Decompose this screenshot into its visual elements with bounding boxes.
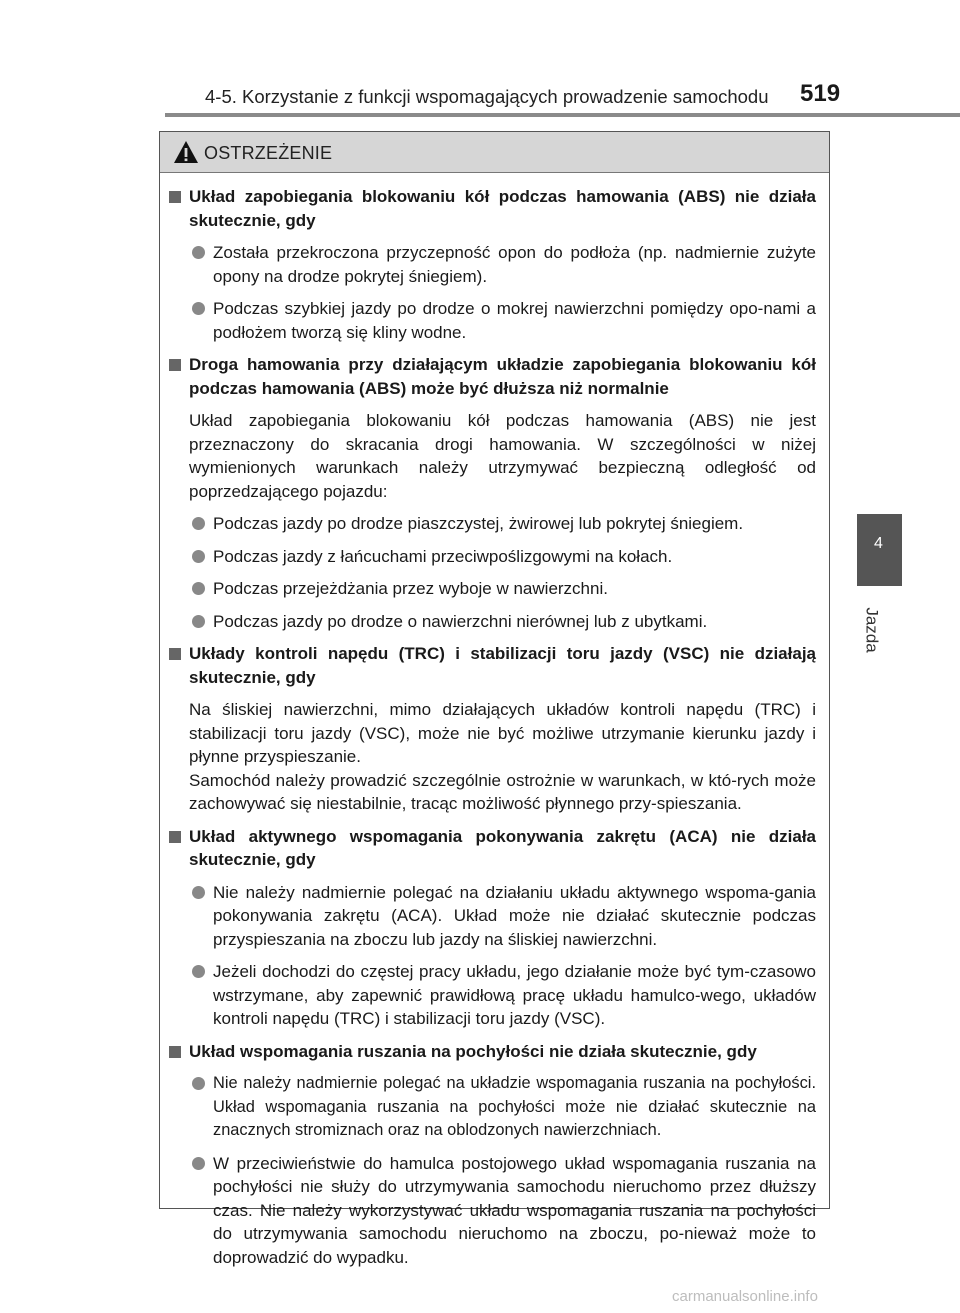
- bullet-item: [168, 610, 816, 634]
- section-paragraph: Na śliskiej nawierzchni, mimo działających układów kontroli napędu (TRC) i stabilizacji toru jazdy (VSC), może nie być możliwe utrzymanie kierunku jazdy i płynne przyspieszanie.: [189, 700, 816, 766]
- section-heading: [168, 353, 816, 400]
- section-paragraph: Samochód należy prowadzić szczególnie ostrożnie w warunkach, w któ-rych może zachowywać się niestabilnie, tracąc możliwość płynnego przy-spieszania.: [189, 770, 816, 813]
- warning-body: [160, 173, 829, 1269]
- bullet-text: Jeżeli dochodzi do częstej pracy układu, jego działanie może być tym-czasowo wstrzymane, aby zapewnić prawidłową pracę układu hamulco-wego, układów kontroli napędu (TRC) i stabilizacji toru jazdy (VSC).: [213, 962, 816, 1028]
- circle-bullet-icon: [192, 582, 205, 595]
- section-heading-text: Droga hamowania przy działającym układzie zapobiegania blokowaniu kół podczas hamowania (ABS) może być dłuższa niż normalnie: [189, 355, 816, 398]
- bullet-text: Podczas szybkiej jazdy po drodze o mokrej nawierzchni pomiędzy opo-nami a podłożem tworzą się kliny wodne.: [213, 299, 816, 342]
- circle-bullet-icon: [192, 1077, 205, 1090]
- circle-bullet-icon: [192, 886, 205, 899]
- warning-box: [159, 131, 830, 1267]
- square-bullet-icon: [169, 648, 181, 660]
- chapter-label-container: [862, 596, 886, 656]
- section-heading: [168, 825, 816, 872]
- circle-bullet-icon: [192, 550, 205, 563]
- watermark: carmanualsonline.info: [672, 1288, 818, 1305]
- section-heading-text: Układ zapobiegania blokowaniu kół podczas hamowania (ABS) nie działa skutecznie, gdy: [189, 187, 816, 230]
- bullet-text: W przeciwieństwie do hamulca postojowego układ wspomagania ruszania na pochyłości nie służy do utrzymywania samochodu nieruchomo przez dłuższy czas. Nie należy wykorzystywać układu wspomagania ruszania na pochyłości do utrzymywania samochodu nieruchomo na zboczu, po-nieważ może to doprowadzić do wypadku.: [213, 1153, 816, 1267]
- circle-bullet-icon: [192, 965, 205, 978]
- warning-title: OSTRZEŻENIE: [204, 143, 333, 163]
- bullet-text: Nie należy nadmiernie polegać na układzie wspomagania ruszania na pochyłości. Układ wspomagania ruszania na pochyłości może nie działać skutecznie na znacznych stromiznach oraz na oblodzonych nawierzchniach.: [213, 1074, 816, 1139]
- bullet-item: [168, 881, 816, 952]
- bullet-item: [168, 960, 816, 1031]
- header-rule: [165, 113, 960, 117]
- bullet-item: [168, 512, 816, 536]
- section-heading-text: Układ aktywnego wspomagania pokonywania zakrętu (ACA) nie działa skutecznie, gdy: [189, 826, 816, 869]
- bullet-text: Podczas jazdy z łańcuchami przeciwpoślizgowymi na kołach.: [213, 546, 673, 566]
- section-heading: [168, 185, 816, 232]
- header-title: 4-5. Korzystanie z funkcji wspomagających prowadzenie samochodu: [205, 86, 769, 107]
- bullet-item: [168, 577, 816, 601]
- section-heading-text: Układ wspomagania ruszania na pochyłości nie działa skutecznie, gdy: [189, 1041, 757, 1061]
- section-paragraph: Układ zapobiegania blokowaniu kół podczas hamowania (ABS) nie jest przeznaczony do skracania drogi hamowania. W szczególności w niżej wymienionych warunkach należy utrzymywać bezpieczną odległość od poprzedzającego pojazdu:: [189, 411, 816, 501]
- bullet-text: Nie należy nadmiernie polegać na działaniu układu aktywnego wspoma-gania pokonywania zakrętu (ACA). Układ może nie działać skutecznie podczas przyspieszania na zboczu lub jazdy na śliskiej nawierzchni.: [213, 882, 816, 949]
- bullet-text: Podczas jazdy po drodze piaszczystej, żwirowej lub pokrytej śniegiem.: [213, 514, 744, 533]
- bullet-item: [168, 1072, 816, 1143]
- chapter-number: 4: [874, 535, 883, 552]
- bullet-item: [168, 297, 816, 344]
- section-heading: [168, 642, 816, 689]
- bullet-item: [168, 241, 816, 288]
- circle-bullet-icon: [192, 615, 205, 628]
- square-bullet-icon: [169, 359, 181, 371]
- section-heading-text: Układy kontroli napędu (TRC) i stabilizacji toru jazdy (VSC) nie działają skutecznie, gdy: [189, 644, 816, 687]
- square-bullet-icon: [169, 831, 181, 843]
- warning-triangle-icon: [173, 140, 199, 164]
- chapter-label: Jazda: [862, 607, 882, 653]
- circle-bullet-icon: [192, 517, 205, 530]
- warning-header: [160, 132, 829, 173]
- bullet-text: Została przekroczona przyczepność opon do podłoża (np. nadmiernie zużyte opony na drodze pokrytej śniegiem).: [213, 243, 816, 286]
- chapter-tab[interactable]: [857, 514, 902, 586]
- square-bullet-icon: [169, 191, 181, 203]
- circle-bullet-icon: [192, 246, 205, 259]
- section-heading: [168, 1040, 816, 1064]
- page-number: 519: [800, 80, 841, 107]
- circle-bullet-icon: [192, 302, 205, 315]
- bullet-text: Podczas przejeżdżania przez wyboje w nawierzchni.: [213, 579, 608, 598]
- bullet-item: [168, 1152, 816, 1270]
- bullet-text: Podczas jazdy po drodze o nawierzchni nierównej lub z ubytkami.: [213, 611, 708, 631]
- square-bullet-icon: [169, 1046, 181, 1058]
- bullet-item: [168, 545, 816, 569]
- circle-bullet-icon: [192, 1157, 205, 1170]
